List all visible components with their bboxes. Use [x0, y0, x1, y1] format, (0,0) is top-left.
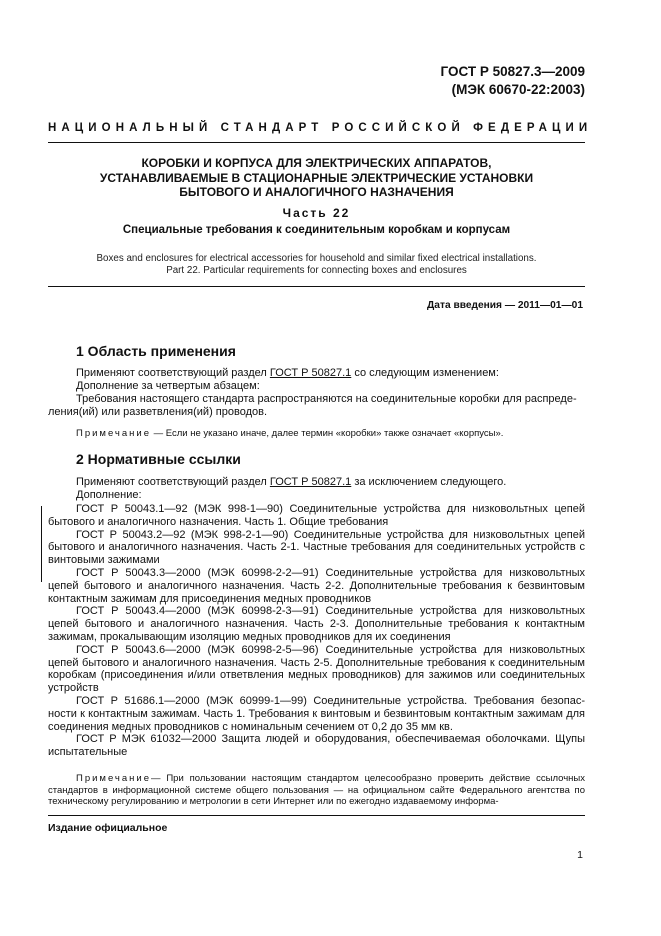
- title-rule: [48, 286, 585, 287]
- reference-line: цепей бытового и аналогичного назначения. Часть 2-2. Дополнительные требования к безвинтовым контактным зажимам для присоединения медных проводников: [48, 579, 585, 605]
- part-label: Часть 22: [282, 206, 351, 220]
- reference-line: бытового и аналогичного назначения. Часть 2-1. Частные требования для соединительных устройств с винтовыми зажимами: [48, 541, 585, 567]
- reference-line: ГОСТ Р 50043.6—2000 (МЭК 60998-2-5—96) Соединительные устройства для низковольтных: [76, 643, 585, 656]
- reference-line: цепей бытового и аналогичного назначения. Часть 2-5. Дополнительные требования к соединительным коробкам (присоединения и/или ответвления медных проводников) для зажимов или соединительных устройств: [48, 656, 585, 695]
- reference-line: испытательные: [48, 746, 128, 759]
- gost-designation: [441, 63, 585, 99]
- reference-item: [48, 503, 585, 529]
- section-1-paragraph-1: [76, 367, 585, 380]
- official-edition-label: Издание официальное: [48, 822, 168, 834]
- reference-line: ГОСТ Р 50043.3—2000 (МЭК 60998-2-2—91) Соединительные устройства для низковольтных: [76, 566, 585, 579]
- reference-line: цепей бытового и аналогичного назначения. Часть 2-3. Дополнительные требования к контактным зажимам, прокалывающим изоляцию медных проводников для их соединения: [48, 618, 585, 643]
- page-number: 1: [577, 849, 583, 861]
- title-line-2: УСТАНАВЛИВАЕМЫЕ В СТАЦИОНАРНЫЕ ЭЛЕКТРИЧЕСКИЕ УСТАНОВКИ: [99, 170, 534, 185]
- introduction-date: Дата введения — 2011—01—01: [427, 300, 583, 311]
- section-2-note: [48, 773, 585, 808]
- text-run: со следующим изменением:: [351, 367, 499, 379]
- section-2-paragraph-1: [76, 476, 585, 489]
- english-title: [48, 253, 585, 277]
- title-line-1: КОРОБКИ И КОРПУСА ДЛЯ ЭЛЕКТРИЧЕСКИХ АППАРАТОВ,: [141, 156, 492, 170]
- normative-references-list: [48, 503, 585, 759]
- note-label: Примечание: [76, 428, 151, 439]
- reference-item: [48, 529, 585, 567]
- reference-line: бытового и аналогичного назначения. Часть 1. Общие требования: [48, 515, 389, 528]
- english-title-line-1: Boxes and enclosures for electrical accessories for household and similar fixed electrical installations.: [96, 253, 537, 264]
- iec-number: (МЭК 60670-22:2003): [451, 82, 585, 97]
- section-2-heading: 2 Нормативные ссылки: [76, 451, 241, 467]
- section-2-paragraph-2: Дополнение:: [76, 489, 142, 501]
- gost-link[interactable]: ГОСТ Р 50827.1: [269, 367, 352, 379]
- change-bar: [41, 506, 42, 582]
- note-text: — Если не указано иначе, далее термин «коробки» также означает «корпусы».: [151, 428, 504, 439]
- document-title: [48, 156, 585, 200]
- reference-line: ГОСТ Р 50043.4—2000 (МЭК 60998-2-3—91) Соединительные устройства для низковольтных: [76, 605, 585, 618]
- gost-number: ГОСТ Р 50827.3—2009: [440, 64, 585, 79]
- reference-line: ГОСТ Р 50043.2—92 (МЭК 998-2-1—90) Соединительные устройства для низковольтных цепей: [76, 528, 585, 541]
- footer-rule: [48, 815, 585, 816]
- section-1-note: [76, 428, 585, 440]
- reference-line: ГОСТ Р МЭК 61032—2000 Защита людей и оборудования, обеспечиваемая оболочками. Щупы: [76, 733, 585, 746]
- english-title-line-2: Part 22. Particular requirements for connecting boxes and enclosures: [166, 265, 467, 276]
- text-run: за исключением следующего.: [351, 476, 507, 488]
- reference-line: ности к контактным зажимам. Часть 1. Требования к винтовым и безвинтовым контактным зажимам для соединения медных проводников с номинальным сечением от 0,2 до 35 мм кв.: [48, 707, 585, 733]
- reference-item: [48, 733, 585, 759]
- note-text: — При пользовании настоящим стандартом целесообразно проверить действие ссылочных стандартов в информационной системе общего пользования — на официальном сайте Федерального агентства по техническому регулированию и метрологии в сети Интернет или по ежегодно издаваемому информа-: [48, 773, 585, 807]
- section-1-paragraph-3-line-1: Требования настоящего стандарта распространяются на соединительные коробки для распреде-: [76, 393, 577, 405]
- part-subtitle: Специальные требования к соединительным коробкам и корпусам: [122, 224, 511, 236]
- national-standard-banner: НАЦИОНАЛЬНЫЙ СТАНДАРТ РОССИЙСКОЙ ФЕДЕРАЦИИ: [48, 122, 593, 134]
- title-line-3: БЫТОВОГО И АНАЛОГИЧНОГО НАЗНАЧЕНИЯ: [179, 185, 454, 199]
- text-run: Применяют соответствующий раздел: [76, 476, 270, 488]
- text-run: Применяют соответствующий раздел: [76, 367, 270, 379]
- reference-item: [48, 644, 585, 695]
- gost-link[interactable]: ГОСТ Р 50827.1: [269, 476, 352, 488]
- reference-line: ГОСТ Р 51686.1—2000 (МЭК 60999-1—99) Соединительные устройства. Требования безопас-: [76, 694, 585, 707]
- note-label: Примечание: [76, 773, 151, 784]
- reference-line: ГОСТ Р 50043.1—92 (МЭК 998-1—90) Соединительные устройства для низковольтных цепей: [76, 503, 585, 515]
- section-1-paragraph-3-line-2: ления(ий) или разветвления(ий) проводов.: [48, 406, 268, 418]
- section-1-heading: 1 Область применения: [76, 343, 236, 359]
- reference-item: [48, 605, 585, 643]
- reference-item: [48, 567, 585, 605]
- header-rule: [48, 142, 585, 143]
- reference-item: [48, 695, 585, 733]
- section-1-paragraph-2: Дополнение за четвертым абзацем:: [76, 380, 260, 392]
